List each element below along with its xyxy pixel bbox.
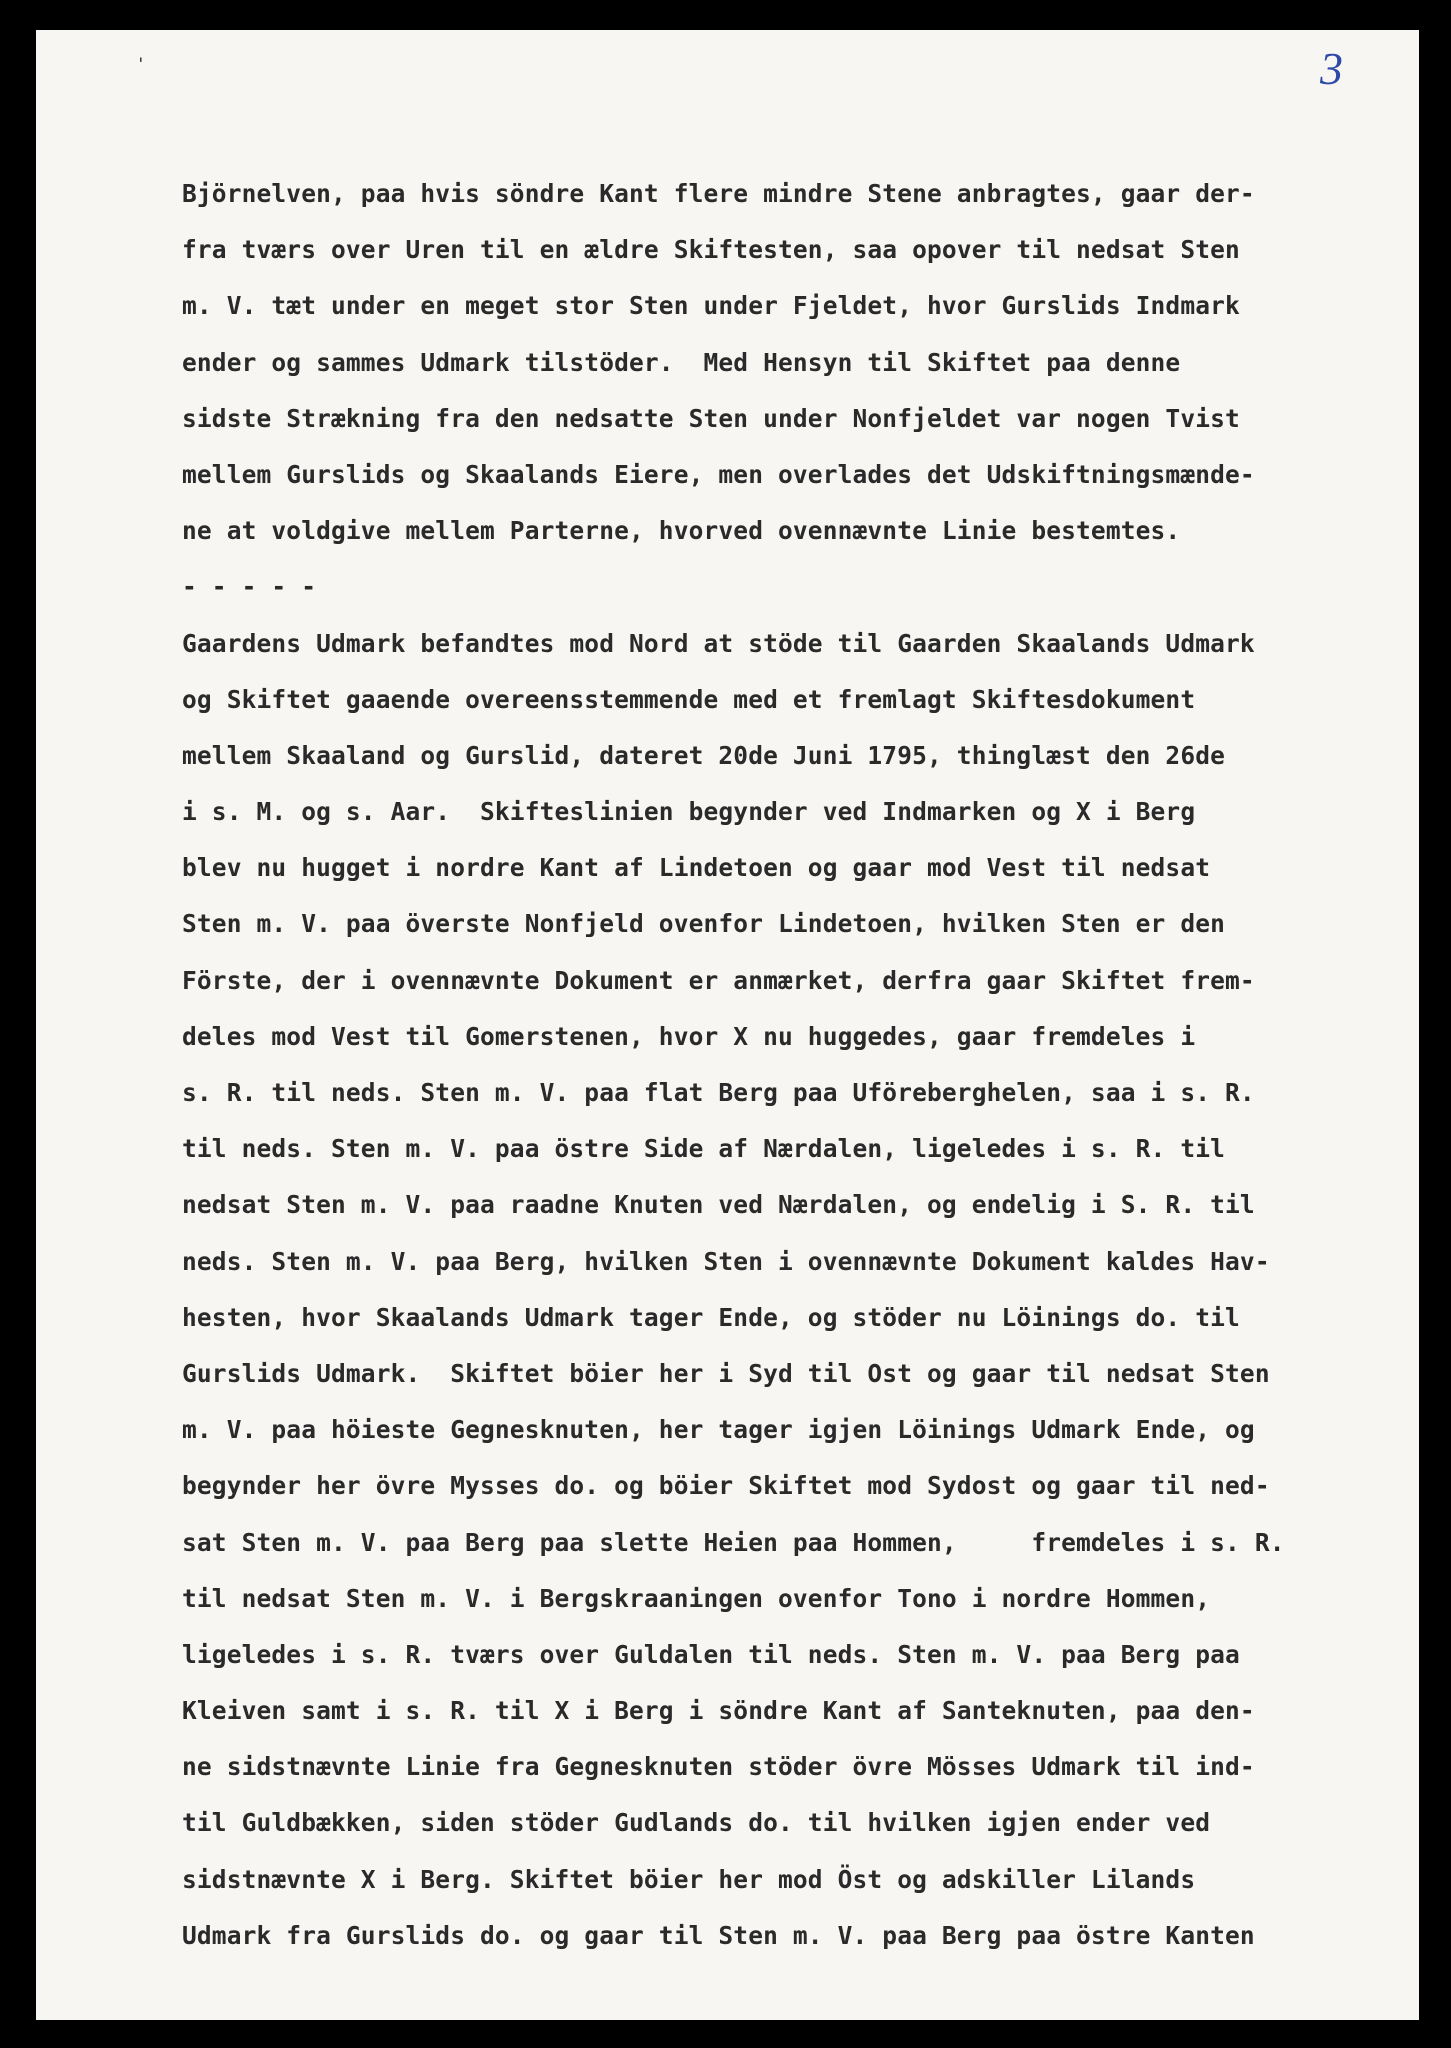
text-line: deles mod Vest til Gomerstenen, hvor X nu huggedes, gaar fremdeles i — [182, 1021, 1196, 1051]
document-body — [182, 166, 1410, 1964]
text-line: til neds. Sten m. V. paa östre Side af Nærdalen, ligeledes i s. R. til — [182, 1134, 1226, 1164]
text-line: ender og sammes Udmark tilstöder. Med Hensyn til Skiftet paa denne — [182, 347, 1181, 377]
text-line: hesten, hvor Skaalands Udmark tager Ende, og stöder nu Löinings do. til — [182, 1302, 1240, 1332]
text-line: m. V. paa höieste Gegnesknuten, her tager igjen Löinings Udmark Ende, og — [182, 1415, 1255, 1445]
text-line: til nedsat Sten m. V. i Bergskraaningen ovenfor Tono i nordre Hommen, — [182, 1583, 1211, 1613]
text-line: ligeledes i s. R. tværs over Guldalen til neds. Sten m. V. paa Berg paa — [182, 1639, 1240, 1669]
text-line: i s. M. og s. Aar. Skifteslinien begynder ved Indmarken og X i Berg — [182, 797, 1196, 827]
text-line: m. V. tæt under en meget stor Sten under Fjeldet, hvor Gurslids Indmark — [182, 291, 1240, 321]
text-line: nedsat Sten m. V. paa raadne Knuten ved Nærdalen, og endelig i S. R. til — [182, 1190, 1255, 1220]
text-line: mellem Gurslids og Skaalands Eiere, men overlades det Udskiftningsmænde- — [182, 459, 1255, 489]
text-line: mellem Skaaland og Gurslid, dateret 20de Juni 1795, thinglæst den 26de — [182, 740, 1226, 770]
text-line: blev nu hugget i nordre Kant af Lindetoen og gaar mod Vest til nedsat — [182, 853, 1211, 883]
corner-mark: ' — [136, 54, 146, 73]
text-line: sidstnævnte X i Berg. Skiftet böier her mod Öst og adskiller Lilands — [182, 1864, 1196, 1894]
text-line: Förste, der i ovennævnte Dokument er anmærket, derfra gaar Skiftet frem- — [182, 965, 1255, 995]
text-line: Sten m. V. paa överste Nonfjeld ovenfor Lindetoen, hvilken Sten er den — [182, 909, 1226, 939]
text-line: neds. Sten m. V. paa Berg, hvilken Sten i ovennævnte Dokument kaldes Hav- — [182, 1246, 1270, 1276]
page-number: 3 — [1320, 43, 1343, 94]
text-line: Björnelven, paa hvis söndre Kant flere mindre Stene anbragtes, gaar der- — [182, 179, 1255, 208]
text-line: Kleiven samt i s. R. til X i Berg i söndre Kant af Santeknuten, paa den- — [182, 1696, 1255, 1726]
text-line: Udmark fra Gurslids do. og gaar til Sten m. V. paa Berg paa östre Kanten — [182, 1920, 1255, 1950]
text-line: sat Sten m. V. paa Berg paa slette Heien paa Hommen, fremdeles i s. R. — [182, 1527, 1285, 1557]
text-line: begynder her övre Mysses do. og böier Skiftet mod Sydost og gaar til ned- — [182, 1471, 1270, 1501]
text-line: ne sidstnævnte Linie fra Gegnesknuten stöder övre Mösses Udmark til ind- — [182, 1752, 1255, 1782]
text-line: sidste Strækning fra den nedsatte Sten under Nonfjeldet var nogen Tvist — [182, 403, 1240, 433]
text-line: ne at voldgive mellem Parterne, hvorved ovennævnte Linie bestemtes. — [182, 516, 1181, 546]
text-line: - - - - - — [182, 572, 317, 602]
text-line: s. R. til neds. Sten m. V. paa flat Berg paa Uföreberghelen, saa i s. R. — [182, 1078, 1255, 1107]
text-line: Gurslids Udmark. Skiftet böier her i Syd til Ost og gaar til nedsat Sten — [182, 1358, 1270, 1388]
text-line: og Skiftet gaaende overeensstemmende med et fremlagt Skiftesdokument — [182, 684, 1196, 714]
text-line: Gaardens Udmark befandtes mod Nord at stöde til Gaarden Skaalands Udmark — [182, 628, 1255, 658]
text-line: fra tværs over Uren til en ældre Skiftesten, saa opover til nedsat Sten — [182, 235, 1240, 265]
text-line: til Guldbækken, siden stöder Gudlands do. til hvilken igjen ender ved — [182, 1808, 1211, 1838]
